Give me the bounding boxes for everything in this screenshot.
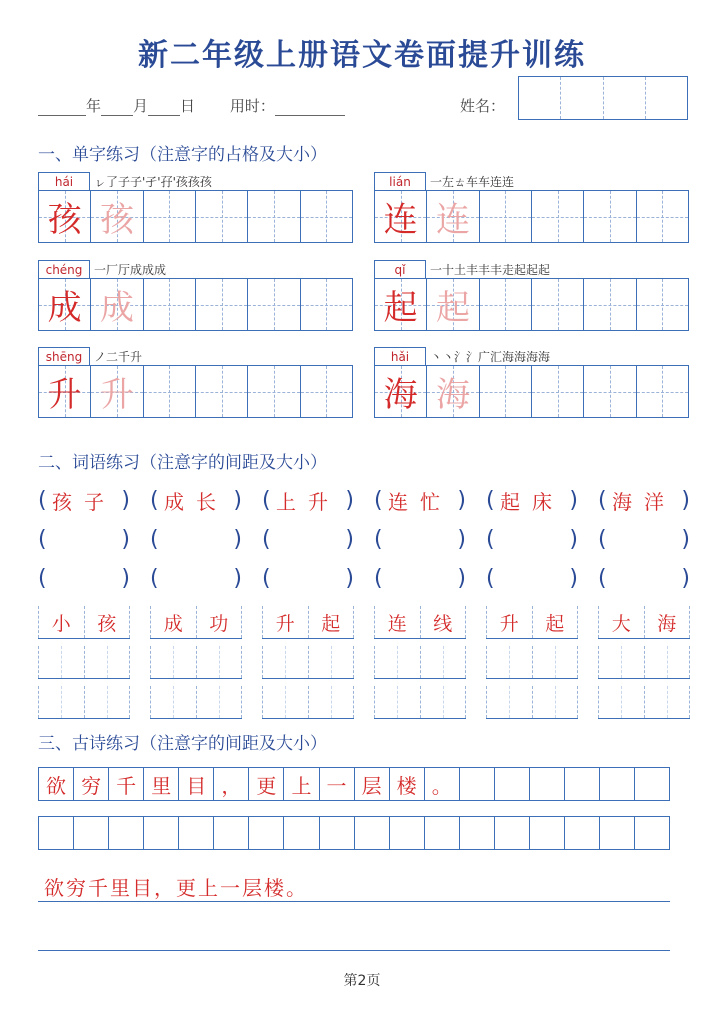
char-card <box>374 260 689 333</box>
close-paren: ) <box>345 527 354 552</box>
poem-cell: ， <box>213 768 248 800</box>
close-paren: ) <box>457 566 466 591</box>
word-grid-empty[interactable] <box>598 646 690 679</box>
word-grid-cell[interactable] <box>84 686 131 718</box>
poem-cell-empty[interactable] <box>634 817 669 849</box>
grid-cell[interactable] <box>39 191 90 242</box>
paren-word: 起床 <box>500 490 564 514</box>
poem-cell-empty[interactable] <box>529 817 564 849</box>
tianzi-grid[interactable] <box>374 190 689 243</box>
word-grid-cell: 连 <box>374 606 420 638</box>
tianzi-grid[interactable] <box>38 365 353 418</box>
trace-char: 连 <box>435 200 470 240</box>
grid-cell[interactable] <box>531 191 583 242</box>
poem-cell: 目 <box>178 768 213 800</box>
poem-cell <box>459 768 494 800</box>
open-paren: ( <box>486 566 495 591</box>
page-number: 第2页 <box>343 973 381 989</box>
grid-cell[interactable] <box>375 366 426 417</box>
day-blank[interactable] <box>148 101 180 116</box>
open-paren: ( <box>598 527 607 552</box>
paren-group[interactable] <box>150 527 242 552</box>
word-grid-cell[interactable] <box>644 646 691 678</box>
word-grid-cell: 线 <box>420 606 467 638</box>
paren-group <box>486 486 578 515</box>
grid-cell[interactable] <box>479 366 531 417</box>
paren-group[interactable] <box>262 566 354 591</box>
word-grid-empty[interactable] <box>598 686 690 719</box>
grid-cell[interactable] <box>195 191 247 242</box>
poem-cell: 欲 <box>46 773 67 798</box>
grid-cell[interactable] <box>39 366 90 417</box>
word-grid-cell[interactable] <box>196 686 243 718</box>
paren-group[interactable] <box>38 566 130 591</box>
name-label: 姓名： <box>460 97 506 115</box>
poem-cell: 上 <box>283 768 318 800</box>
open-paren: ( <box>374 527 383 552</box>
poem-cell <box>494 768 529 800</box>
word-grid-cell[interactable] <box>532 646 579 678</box>
grid-cell[interactable] <box>247 191 299 242</box>
poem-cell: 层 <box>354 768 389 800</box>
word-grid-empty[interactable] <box>486 686 578 719</box>
word-grid-cell[interactable] <box>262 646 308 678</box>
trace-char: 成 <box>99 288 134 328</box>
word-grid-filled <box>486 606 578 639</box>
open-paren: ( <box>486 488 495 513</box>
char-card <box>38 260 353 333</box>
paren-group <box>262 486 354 515</box>
grid-cell[interactable] <box>583 191 635 242</box>
grid-cell[interactable] <box>426 279 478 330</box>
poem-cell: 更 <box>248 768 283 800</box>
pinyin-label: chéng <box>38 260 90 279</box>
word-grid-cell[interactable] <box>532 686 579 718</box>
grid-cell[interactable] <box>375 279 426 330</box>
close-paren: ) <box>121 488 130 513</box>
grid-cell[interactable] <box>479 191 531 242</box>
paren-group[interactable] <box>598 566 690 591</box>
open-paren: ( <box>598 488 607 513</box>
poem-cell: 一 <box>319 768 354 800</box>
char-card <box>38 347 353 420</box>
word-grid-cell[interactable] <box>486 686 532 718</box>
word-grid-cell[interactable] <box>150 686 196 718</box>
word-grid-cell[interactable] <box>308 686 355 718</box>
grid-cell[interactable] <box>143 191 195 242</box>
word-grid-empty[interactable] <box>486 646 578 679</box>
close-paren: ) <box>233 566 242 591</box>
word-grid-cell: 升 <box>486 606 532 638</box>
open-paren: ( <box>38 488 47 513</box>
trace-char: 起 <box>435 288 470 328</box>
model-char: 起 <box>383 288 418 328</box>
grid-cell[interactable] <box>195 279 247 330</box>
poem-cell-empty[interactable] <box>354 817 389 849</box>
tianzi-grid[interactable] <box>38 278 353 331</box>
grid-cell[interactable] <box>90 366 142 417</box>
word-grid-cell: 小 <box>38 606 84 638</box>
open-paren: ( <box>262 566 271 591</box>
word-grid-cell[interactable] <box>196 646 243 678</box>
word-grid-cell[interactable] <box>598 686 644 718</box>
grid-cell[interactable] <box>143 279 195 330</box>
close-paren: ) <box>457 488 466 513</box>
word-grid-empty[interactable] <box>38 686 130 719</box>
poem-grid-filled <box>38 767 670 801</box>
word-grid-empty[interactable] <box>374 646 466 679</box>
poem-cell: 里 <box>143 768 178 800</box>
time-label: 用时： <box>229 97 275 115</box>
grid-cell[interactable] <box>90 191 142 242</box>
paren-word: 孩子 <box>52 490 116 514</box>
word-grid-cell[interactable] <box>374 646 420 678</box>
paren-row <box>38 527 690 552</box>
trace-char: 海 <box>435 375 470 415</box>
grid-cell[interactable] <box>39 279 90 330</box>
poem-cell-empty[interactable] <box>389 817 424 849</box>
grid-cell[interactable] <box>300 366 352 417</box>
month-blank[interactable] <box>101 101 133 116</box>
word-grid-empty[interactable] <box>374 686 466 719</box>
section-2-heading: 二、词语练习（注意字的间距及大小） <box>38 453 327 473</box>
close-paren: ) <box>121 566 130 591</box>
close-paren: ) <box>681 527 690 552</box>
word-grid-cell[interactable] <box>38 646 84 678</box>
model-char: 孩 <box>47 200 82 240</box>
stroke-order: 一左ㄊ车车连连 <box>430 175 515 189</box>
open-paren: ( <box>598 566 607 591</box>
grid-cell[interactable] <box>531 279 583 330</box>
pinyin-label: qǐ <box>374 260 426 279</box>
poem-cell <box>599 768 634 800</box>
poem-cell-empty[interactable] <box>564 817 599 849</box>
poem-cell-empty[interactable] <box>283 817 318 849</box>
paren-group[interactable] <box>598 527 690 552</box>
poem-writing-line: 欲穷千里目，更上一层楼。 <box>38 872 670 902</box>
model-char: 升 <box>47 375 82 415</box>
word-grid-cell: 大 <box>598 606 644 638</box>
tianzi-grid[interactable] <box>374 365 689 418</box>
grid-cell[interactable] <box>479 279 531 330</box>
poem-cell-empty[interactable] <box>39 817 73 849</box>
stroke-order: 一十土丰丰丰走起起起 <box>430 263 551 277</box>
grid-cell[interactable] <box>195 366 247 417</box>
paren-group[interactable] <box>374 527 466 552</box>
stroke-order: 一厂厅成成成 <box>94 263 167 277</box>
open-paren: ( <box>262 527 271 552</box>
word-grid-cell[interactable] <box>420 686 467 718</box>
grid-cell[interactable] <box>636 279 688 330</box>
grid-cell[interactable] <box>636 191 688 242</box>
open-paren: ( <box>150 527 159 552</box>
word-grid-cell: 成 <box>150 606 196 638</box>
poem-cell-empty[interactable] <box>178 817 213 849</box>
close-paren: ) <box>569 527 578 552</box>
paren-group[interactable] <box>486 566 578 591</box>
poem-cell: 穷 <box>73 768 108 800</box>
word-grid-cell: 起 <box>532 606 579 638</box>
poem-cell: 千 <box>108 768 143 800</box>
open-paren: ( <box>150 566 159 591</box>
paren-group[interactable] <box>38 527 130 552</box>
poem-cell-empty[interactable] <box>424 817 459 849</box>
word-grid-filled <box>262 606 354 639</box>
grid-cell[interactable] <box>300 191 352 242</box>
poem-cell-empty[interactable] <box>459 817 494 849</box>
word-grid-filled <box>150 606 242 639</box>
close-paren: ) <box>681 566 690 591</box>
char-card <box>38 172 353 245</box>
section-3-heading: 三、古诗练习（注意字的间距及大小） <box>38 734 327 754</box>
grid-cell[interactable] <box>426 366 478 417</box>
open-paren: ( <box>374 566 383 591</box>
close-paren: ) <box>121 527 130 552</box>
grid-cell[interactable] <box>636 366 688 417</box>
poem-cell-empty[interactable] <box>213 817 248 849</box>
word-grid-empty[interactable] <box>38 646 130 679</box>
char-card <box>374 172 689 245</box>
open-paren: ( <box>262 488 271 513</box>
word-grid-cell[interactable] <box>420 646 467 678</box>
word-grid-cell[interactable] <box>308 646 355 678</box>
word-grid-cell: 孩 <box>84 606 131 638</box>
model-char: 成 <box>47 288 82 328</box>
trace-char: 孩 <box>99 200 134 240</box>
open-paren: ( <box>38 527 47 552</box>
poem-cell-empty[interactable] <box>248 817 283 849</box>
word-grid-cell: 起 <box>308 606 355 638</box>
poem-grid-empty[interactable] <box>38 816 670 850</box>
pinyin-label: lián <box>374 172 426 191</box>
close-paren: ) <box>681 488 690 513</box>
close-paren: ) <box>233 527 242 552</box>
poem-cell-empty[interactable] <box>73 817 108 849</box>
paren-row <box>38 566 690 591</box>
word-grid-cell[interactable] <box>486 646 532 678</box>
tianzi-grid[interactable] <box>38 190 353 243</box>
paren-group[interactable] <box>374 566 466 591</box>
word-grid-cell: 功 <box>196 606 243 638</box>
grid-cell[interactable] <box>426 191 478 242</box>
grid-cell[interactable] <box>90 279 142 330</box>
pinyin-label: hǎi <box>374 347 426 366</box>
date-line: 年 月 日 用时： <box>38 95 345 116</box>
paren-group[interactable] <box>486 527 578 552</box>
section-1-heading: 一、单字练习（注意字的占格及大小） <box>38 145 327 165</box>
paren-group <box>374 486 466 515</box>
grid-cell[interactable] <box>583 366 635 417</box>
grid-cell[interactable] <box>531 366 583 417</box>
time-blank[interactable] <box>275 101 345 116</box>
poem-cell: 。 <box>424 768 459 800</box>
poem-cell <box>634 768 669 800</box>
word-grid-cell: 海 <box>644 606 691 638</box>
close-paren: ) <box>345 488 354 513</box>
paren-word: 上升 <box>276 490 340 514</box>
word-grid-cell[interactable] <box>374 686 420 718</box>
word-grid-filled <box>374 606 466 639</box>
word-grid-cell: 升 <box>262 606 308 638</box>
open-paren: ( <box>486 527 495 552</box>
grid-cell[interactable] <box>583 279 635 330</box>
word-grid-cell[interactable] <box>38 686 84 718</box>
poem-cell: 楼 <box>389 768 424 800</box>
open-paren: ( <box>150 488 159 513</box>
grid-cell[interactable] <box>143 366 195 417</box>
word-grid-empty[interactable] <box>262 646 354 679</box>
word-grid-cell[interactable] <box>84 646 131 678</box>
year-blank[interactable] <box>38 101 86 116</box>
poem-cell <box>529 768 564 800</box>
paren-word: 连忙 <box>388 490 452 514</box>
poem-cell-empty[interactable] <box>319 817 354 849</box>
word-grid-cell[interactable] <box>644 686 691 718</box>
close-paren: ) <box>233 488 242 513</box>
close-paren: ) <box>457 527 466 552</box>
char-card <box>374 347 689 420</box>
close-paren: ) <box>345 566 354 591</box>
name-boxes[interactable] <box>518 76 688 120</box>
stroke-order: ノ二千升 <box>94 350 143 364</box>
model-char: 海 <box>383 375 418 415</box>
grid-cell[interactable] <box>300 279 352 330</box>
close-paren: ) <box>569 566 578 591</box>
paren-word: 海洋 <box>612 490 676 514</box>
word-grid-empty[interactable] <box>262 686 354 719</box>
paren-group <box>150 486 242 515</box>
open-paren: ( <box>374 488 383 513</box>
tianzi-grid[interactable] <box>374 278 689 331</box>
grid-cell[interactable] <box>247 366 299 417</box>
paren-row <box>38 486 690 515</box>
stroke-order: ㇾ了子子'孑'孖'孩孩孩 <box>94 175 212 189</box>
paren-group[interactable] <box>262 527 354 552</box>
poem-cell-empty[interactable] <box>143 817 178 849</box>
page-title: 新二年级上册语文卷面提升训练 <box>138 38 586 73</box>
close-paren: ) <box>569 488 578 513</box>
footer-divider <box>38 950 670 951</box>
grid-cell[interactable] <box>247 279 299 330</box>
word-grid-cell[interactable] <box>150 646 196 678</box>
poem-cell <box>564 768 599 800</box>
paren-group[interactable] <box>150 566 242 591</box>
stroke-order: 丶丶氵氵广汇海海海海 <box>430 350 551 364</box>
poem-cell-empty[interactable] <box>108 817 143 849</box>
open-paren: ( <box>38 566 47 591</box>
model-char: 连 <box>383 200 418 240</box>
word-grid-cell[interactable] <box>598 646 644 678</box>
word-grid-empty[interactable] <box>150 646 242 679</box>
pinyin-label: shēng <box>38 347 90 366</box>
word-grid-filled <box>598 606 690 639</box>
poem-cell-empty[interactable] <box>494 817 529 849</box>
poem-cell-empty[interactable] <box>599 817 634 849</box>
word-grid-empty[interactable] <box>150 686 242 719</box>
pinyin-label: hái <box>38 172 90 191</box>
paren-group <box>38 486 130 515</box>
word-grid-cell[interactable] <box>262 686 308 718</box>
grid-cell[interactable] <box>375 191 426 242</box>
word-grid-filled <box>38 606 130 639</box>
paren-group <box>598 486 690 515</box>
paren-word: 成长 <box>164 490 228 514</box>
trace-char: 升 <box>99 375 134 415</box>
